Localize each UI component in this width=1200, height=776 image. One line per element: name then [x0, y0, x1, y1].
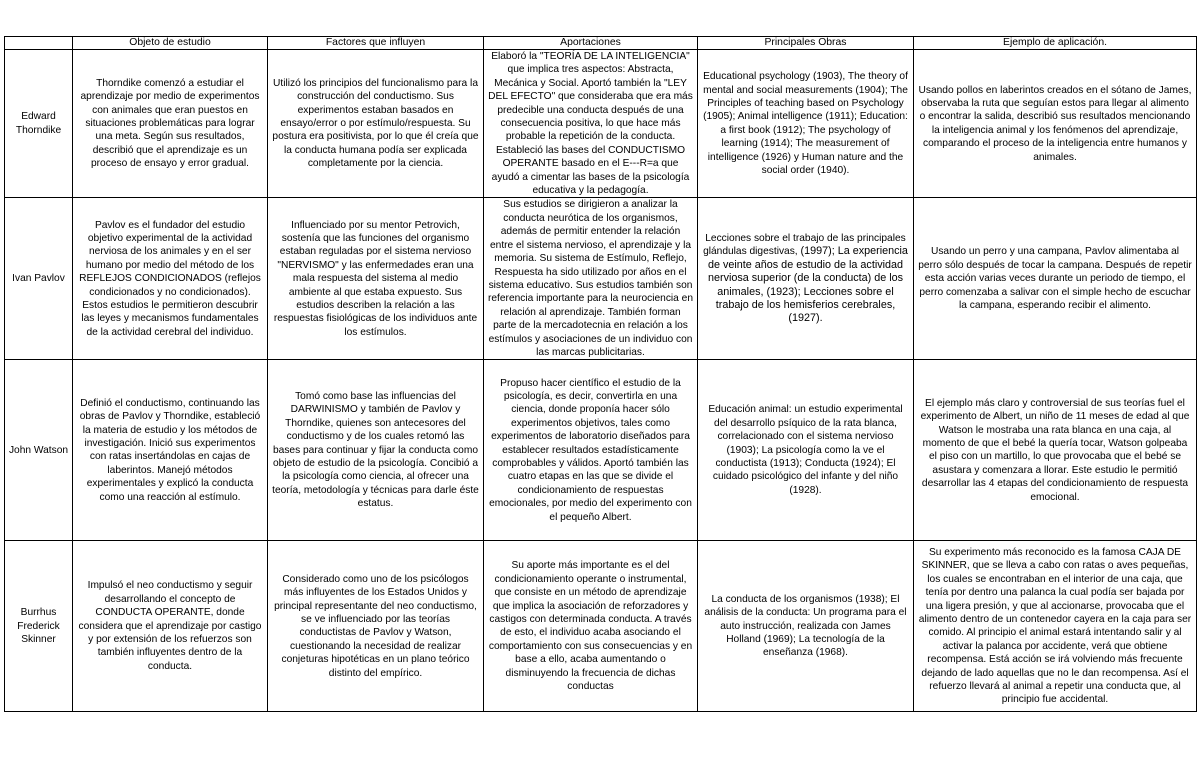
cell-ejemplo: Usando un perro y una campana, Pavlov alimentaba al perro sólo después de tocar la campana. Después de repetir esta acción varias veces durante un periodo de tiempo, el perro comenzaba a salivar con el simple hecho de escuchar la campana, esperando recibir el alimento.: [914, 198, 1197, 360]
obras-part-b: (1997); La experiencia de veinte años de estudio de la actividad nerviosa superior (de la conducta) de los animales, (1923); Lecciones sobre el trabajo de los hemisferios cerebrales, (1927).: [707, 245, 908, 325]
cell-objeto: Definió el conductismo, continuando las obras de Pavlov y Thorndike, estableció la materia de estudio y los métodos de investigación. Inició sus experimentos con ratas insertándolas en cajas de laberintos. Manejó métodos experimentales y explicó la conducta como una reacción al estímulo.: [73, 360, 268, 541]
cell-obras: Educational psychology (1903), The theory of mental and social measurements (1904); The Principles of teaching based on Psychology (1905); Animal intelligence (1911); Education: a first book (1912); The psychology of learning (1914); The measurement of intelligence (1926) y Human nature and the social order (1940).: [698, 50, 914, 198]
comparison-table: [4, 36, 1197, 712]
table-row: [5, 50, 1197, 198]
cell-objeto: Thorndike comenzó a estudiar el aprendizaje por medio de experimentos con animales que eran puestos en situaciones problemáticas para lograr una meta. Según sus resultados, describió que el aprendizaje es un proceso de ensayo y error gradual.: [73, 50, 268, 198]
cell-aportaciones: Su aporte más importante es el del condicionamiento operante o instrumental, que consiste en un método de aprendizaje que implica la asociación de reforzadores y castigos con determinada conducta. A través de esto, el individuo acaba asociando el comportamiento con sus consecuencias y en base a ello, acaba aumentando o disminuyendo la frecuencia de dichas conductas: [484, 541, 698, 712]
author-name: John Watson: [5, 360, 73, 541]
author-name: Ivan Pavlov: [5, 198, 73, 360]
table-row: [5, 198, 1197, 360]
cell-obras: La conducta de los organismos (1938); El análisis de la conducta: Un programa para el auto instrucción, realizada con James Holland (1969); La tecnología de la enseñanza (1968).: [698, 541, 914, 712]
cell-aportaciones: Elaboró la "TEORÍA DE LA INTELIGENCIA" que implica tres aspectos: Abstracta, Mecánica y Social. Aportó también la "LEY DEL EFECTO" que consideraba que era más predecible una conducta después de una consecuencia positiva, lo que hace más probable la repetición de la conducta. Estableció las bases del CONDUCTISMO OPERANTE basado en el E---R=a que ayudó a cimentar las bases de la psicología educativa y la pedagogía.: [484, 50, 698, 198]
cell-ejemplo: Usando pollos en laberintos creados en el sótano de James, observaba la ruta que seguían estos para llegar al alimento o encontrar la salida, describió sus resultados mencionando la inteligencia animal y los fenómenos del aprendizaje, comparando el proceso de la inteligencia entre humanos y animales.: [914, 50, 1197, 198]
cell-obras: Educación animal: un estudio experimental del desarrollo psíquico de la rata blanca, correlacionado con el sistema nervioso (1903); La psicología como la ve el conductista (1913); Conducta (1924); El cuidado psicológico del infante y del niño (1928).: [698, 360, 914, 541]
table-row: [5, 360, 1197, 541]
header-ejemplo: Ejemplo de aplicación.: [914, 37, 1197, 50]
cell-factores: Influenciado por su mentor Petrovich, sostenía que las funciones del organismo estaban reguladas por el sistema nervioso "NERVISMO" y las enfermedades eran una mala respuesta del sistema al medio ambiente al que estaba expuesto. Sus estudios describen la relación a las respuestas fisiológicas de los individuos ante los estímulos.: [268, 198, 484, 360]
cell-obras: [698, 198, 914, 360]
cell-factores: Utilizó los principios del funcionalismo para la construcción del conductismo. Sus experimentos estaban basados en ensayo/error o por estímulo/respuesta. Su postura era positivista, por lo que él creía que la conducta humana podía ser explicada completamente por la ciencia.: [268, 50, 484, 198]
author-name: Edward Thorndike: [5, 50, 73, 198]
cell-aportaciones: Sus estudios se dirigieron a analizar la conducta neurótica de los organismos, además de permitir entender la relación entre el sistema nervioso, el aprendizaje y la memoria. Su sistema de Estímulo, Reflejo, Respuesta ha sido utilizado por años en el sistema educativo. Sus estudios también son referencia importante para la neurociencia en relación al aprendizaje. También forman parte de la mercadotecnia en relación a los estímulos y asociaciones de un individuo con las marcas publicitarias.: [484, 198, 698, 360]
header-empty: [5, 37, 73, 50]
cell-objeto: Pavlov es el fundador del estudio objetivo experimental de la actividad nerviosa de los animales y en el ser humano por medio del método de los REFLEJOS CONDICIONADOS (reflejos condicionados y no condicionados). Estos estudios le permitieron descubrir las leyes y mecanismos fundamentales de la actividad cerebral del individuo.: [73, 198, 268, 360]
cell-ejemplo: El ejemplo más claro y controversial de sus teorías fuel el experimento de Albert, un niño de 11 meses de edad al que Watson le mostraba una rata blanca en una caja, al momento de que el bebé la quería tocar, Watson golpeaba el piso con un martillo, lo que provocaba que el bebé se asustara y comenzara a llorar. Este estudio le permitió desarrollar las 4 etapas del condicionamiento de respuesta emocional.: [914, 360, 1197, 541]
header-factores: Factores que influyen: [268, 37, 484, 50]
cell-ejemplo: Su experimento más reconocido es la famosa CAJA DE SKINNER, que se lleva a cabo con ratas o aves pequeñas, los cuales se encontraban en el interior de una caja, que tenía por dentro una palanca la cual podía ser bajada por una ligera presión, y que al accionarse, provocaba que el alimento dentro de un contenedor cayera en la caja para ser comido. Al principio el animal estará intentando salir y al activar la palanca por accidente, verá que obtiene recompensa. Está acción se irá volviendo más frecuente dejando de lado aquellas que no le dan recompensa. Así el refuerzo llevará al animal a repetir una conducta que, al principio fue accidental.: [914, 541, 1197, 712]
header-objeto: Objeto de estudio: [73, 37, 268, 50]
cell-factores: Considerado como uno de los psicólogos más influyentes de los Estados Unidos y principal representante del neo conductismo, se ve influenciado por las teorías conductistas de Pavlov y Watson, cuestionando la necesidad de realizar conjeturas hipotéticas en un plano teórico distinto del empírico.: [268, 541, 484, 712]
cell-aportaciones: Propuso hacer científico el estudio de la psicología, es decir, convertirla en una ciencia, donde proponía hacer sólo experimentos objetivos, tales como experimentos de laboratorio diseñados para establecer resultados estadísticamente comprobables y válidos. Aportó también las cuatro etapas en las que se divide el condicionamiento de respuestas emocionales, por medio del experimento con el pequeño Albert.: [484, 360, 698, 541]
cell-factores: Tomó como base las influencias del DARWINISMO y también de Pavlov y Thorndike, quienes son antecesores del conductismo y de los cuales retomó las bases para continuar y fijar la conducta como objeto de estudio de la psicología. Concibió a la psicología como ciencia, al ofrecer una teoría, metodología y técnicas para darle éste estatus.: [268, 360, 484, 541]
author-name: Burrhus Frederick Skinner: [5, 541, 73, 712]
obras-part-a: Lecciones sobre el trabajo de las principales glándulas digestivas,: [703, 232, 906, 258]
header-aportaciones: Aportaciones: [484, 37, 698, 50]
table-row: [5, 541, 1197, 712]
header-row: [5, 37, 1197, 50]
cell-objeto: Impulsó el neo conductismo y seguir desarrollando el concepto de CONDUCTA OPERANTE, donde considera que el aprendizaje por castigo y por extensión de los refuerzos son también influyentes dentro de la conducta.: [73, 541, 268, 712]
header-obras: Principales Obras: [698, 37, 914, 50]
